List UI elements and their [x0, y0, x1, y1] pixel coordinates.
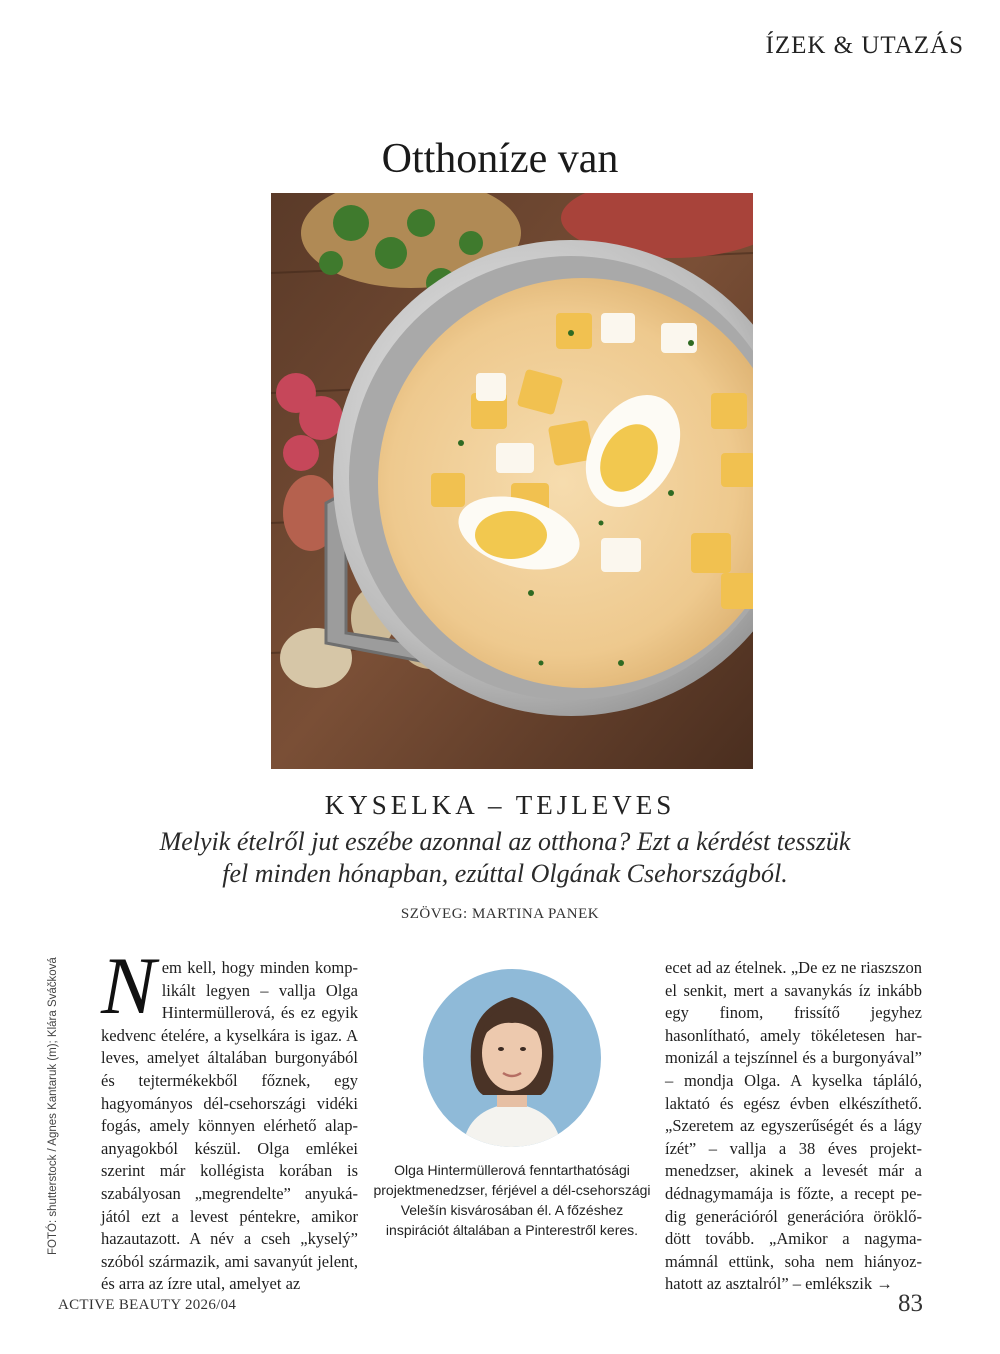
- portrait-caption: Olga Hintermüllerová fenntarthatósági projektmenedzser, férjével a dél-csehországi Velešín kisvárosában él. A főzéshez inspirációt általában a Pinterestről keres.: [373, 1162, 651, 1238]
- body-text-left: em kell, hogy minden komplikált legyen – vallja Olga Hintermüllerová, és ez egyik kedvenc ételére, a kyselkára is igaz. A leves, amelyet általában burgonyából és tejtermékekből főznek, egy hagyományos dél-csehországi vidéki fogás, amely könnyen elérhető alapanyagokból készül. Olga emlékei szerint már kollégista korában is szabályosan „megrendelte” anyukájától ezt a levest péntekre, amikor hazautazott. A név a cseh „kyselý” szóból származik, ami savanyút jelent, és arra az ízre utal, amelyet az: [101, 958, 358, 1294]
- footer-magazine: ACTIVE BEAUTY 2026/04: [58, 1297, 237, 1313]
- drop-cap: N: [101, 940, 156, 1031]
- body-column-right: [665, 957, 922, 1296]
- soup-photo: [271, 193, 753, 769]
- page-number: 83: [898, 1290, 923, 1317]
- body-column-left: [101, 940, 358, 1296]
- article-title: Otthoníze van: [381, 136, 619, 182]
- photo-credit: FOTÓ: shutterstock / Agnes Kantaruk (m); Klára Sváčková: [47, 957, 59, 1255]
- portrait-photo: [423, 969, 601, 1147]
- body-text-right: ecet ad az ételnek. „De ez ne riaszszon el senkit, mert a savanykás íz inkább egy finom, frissítő jegyhez hasonlítható, amely tökéletesen harmonizál a tejszínnel és a burgonyával” – mondja Olga. A kyselka tápláló, laktató és egész évben elkészíthető. „Szeretem az egyszerűségét és a lágy ízét” – vallja a 38 éves projektmenedzser, akinek a levesét már a dédnagymamája is főzte, a recept pedig generációról generációra öröklődött tovább. „Amikor a nagymamámnál ettünk, soha nem hiányozhatott az asztalról” – emlékszik: [665, 958, 922, 1294]
- byline: SZÖVEG: MARTINA PANEK: [400, 906, 600, 922]
- continue-arrow-icon: →: [876, 1274, 893, 1294]
- article-lead: Melyik ételről jut eszébe azonnal az otthona? Ezt a kérdést tesszük fel minden hónapban, ezúttal Olgának Csehországból.: [159, 827, 851, 888]
- dish-name: KYSELKA – TEJLEVES: [324, 790, 676, 820]
- section-label: ÍZEK & UTAZÁS: [765, 32, 964, 59]
